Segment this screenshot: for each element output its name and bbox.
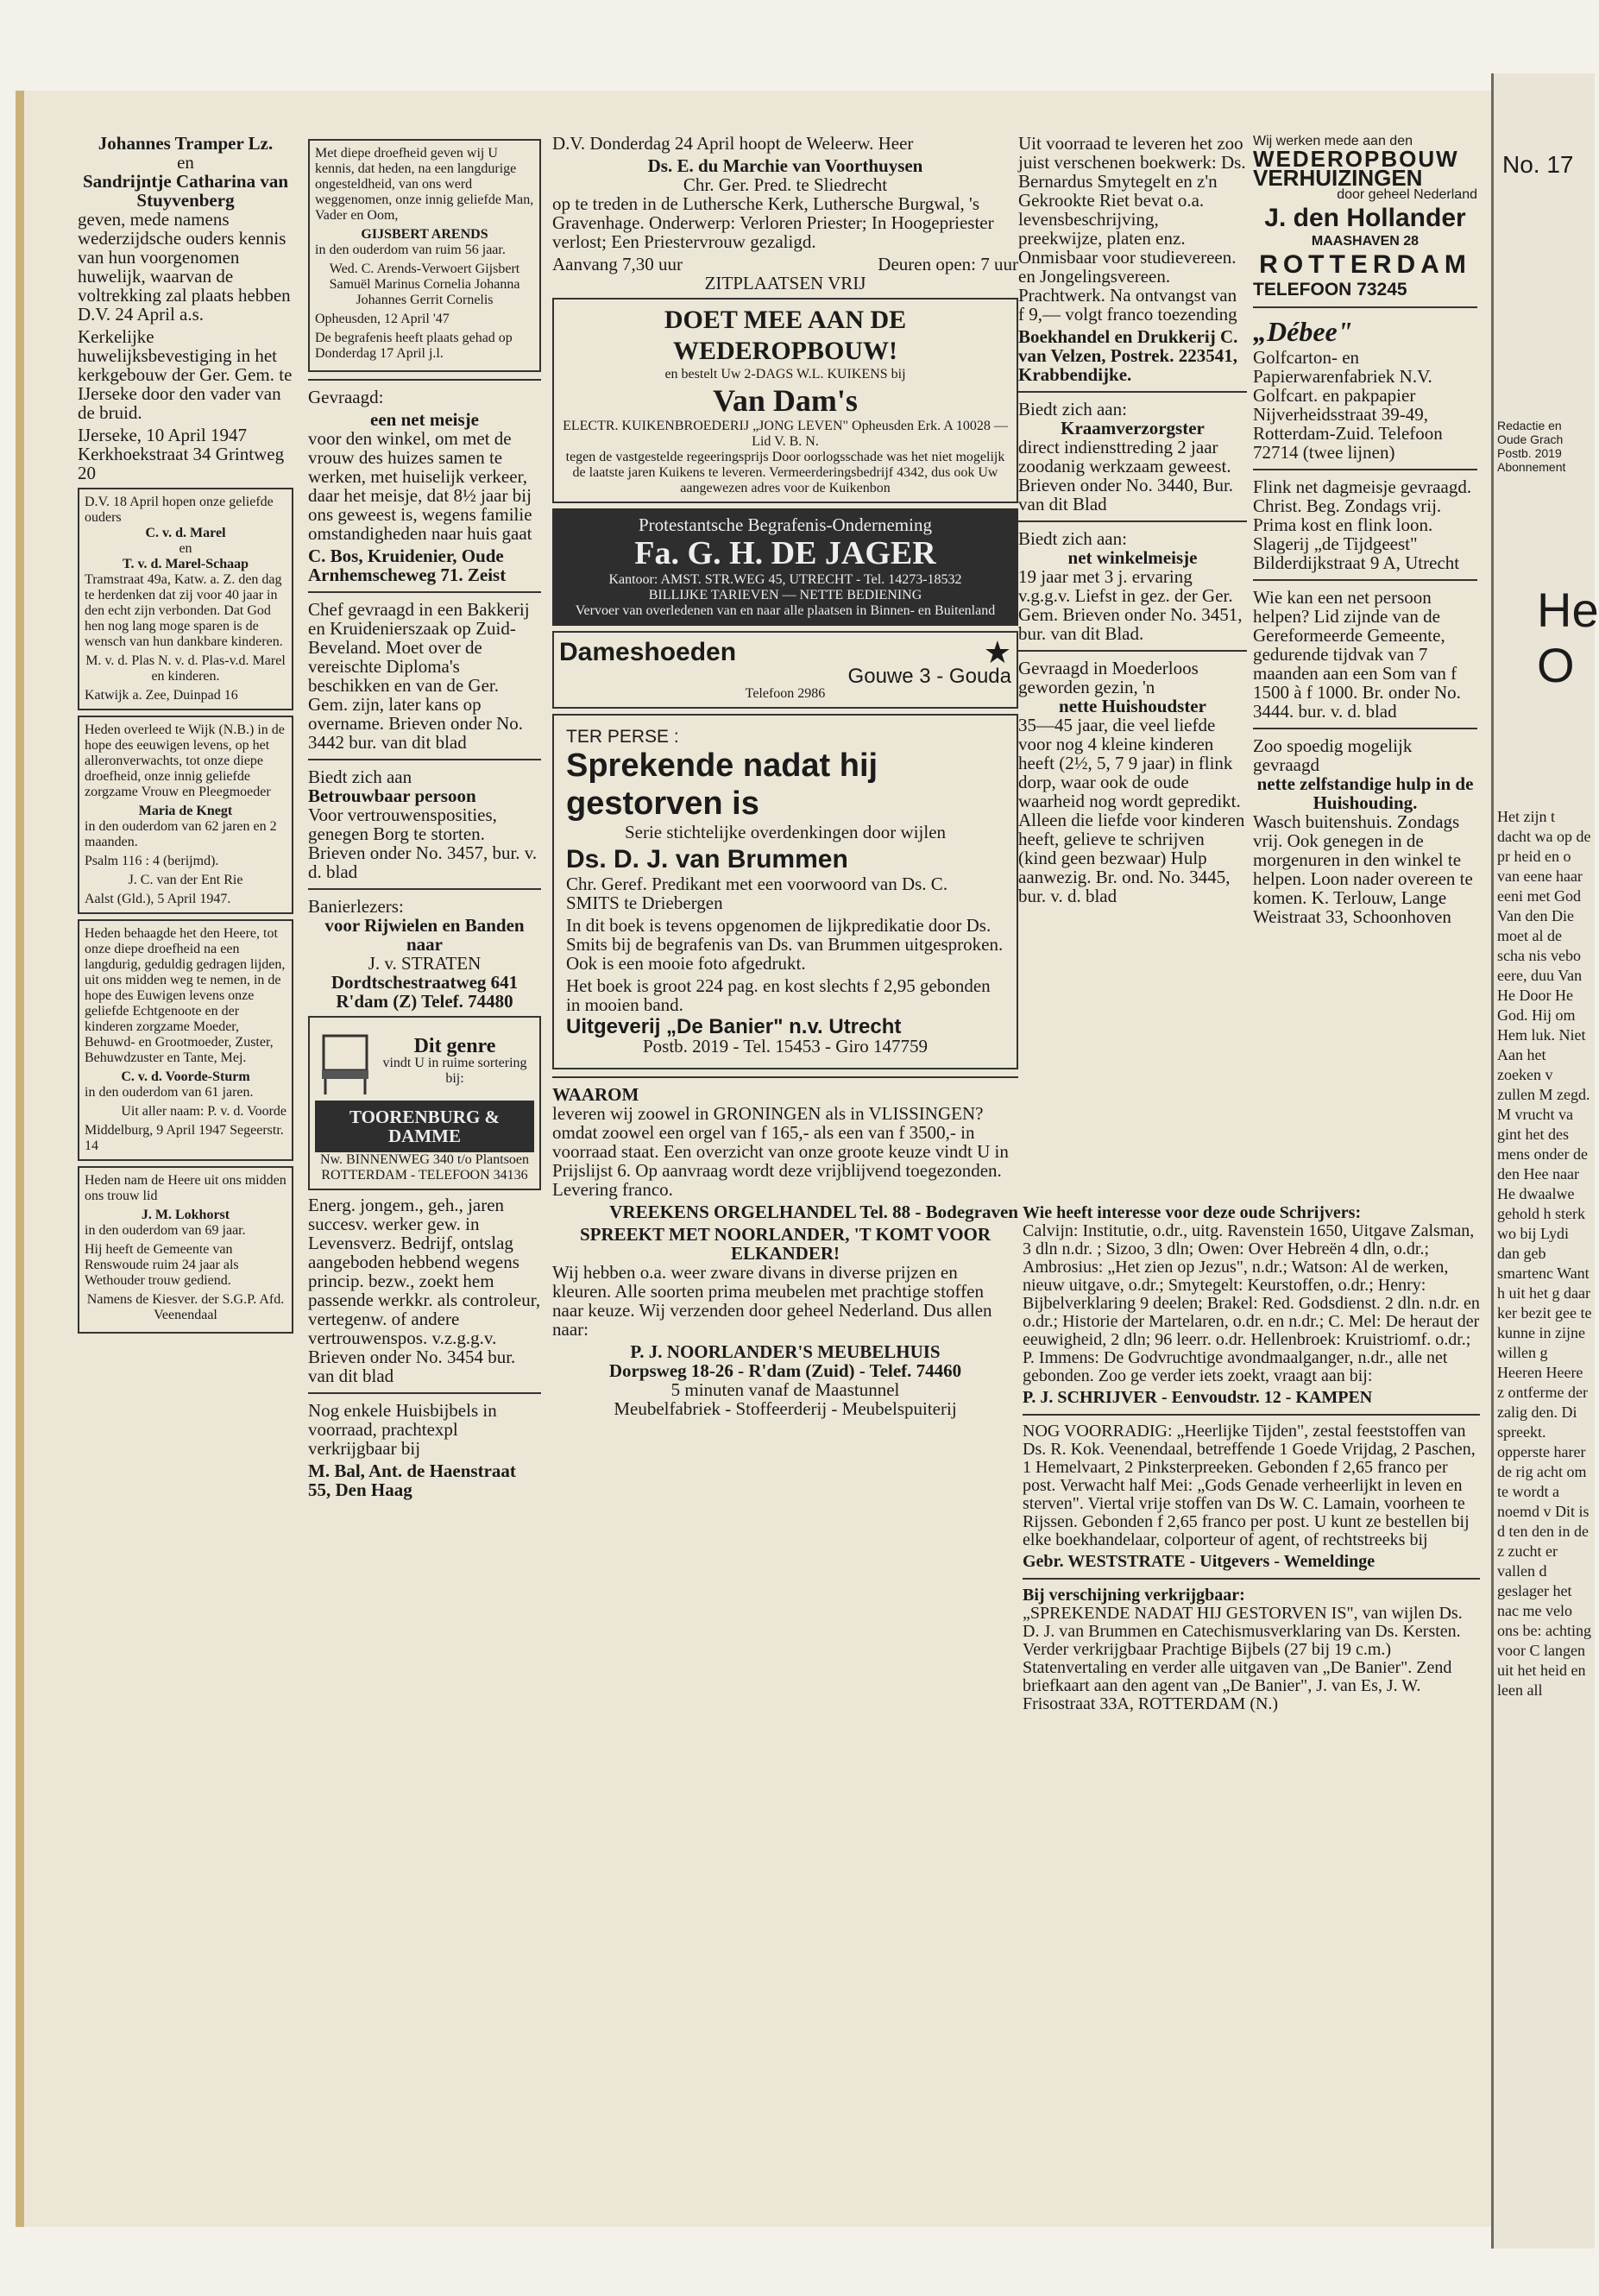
sprekende-title: Sprekende nadat hij gestorven is (566, 747, 878, 822)
bedrijf-title: Betrouwbaar persoon (308, 785, 476, 806)
marel-place: Katwijk a. Zee, Duinpad 16 (85, 688, 238, 703)
aanvang: Aanvang 7,30 uur (552, 254, 683, 274)
knegt-name: Maria de Knegt (138, 804, 233, 818)
divider (1253, 579, 1477, 581)
adjacent-page (1491, 73, 1599, 2249)
divider (1018, 520, 1247, 522)
wij-werken: Wij werken mede aan den (1253, 134, 1413, 148)
verhuizingen: VERHUIZINGEN (1253, 165, 1423, 191)
gevraagd-label: Gevraagd: (308, 387, 384, 407)
divider (1018, 650, 1247, 652)
column-1 (78, 134, 293, 1339)
column-3 (552, 134, 1018, 1418)
toorenburg-addr: Nw. BINNENWEG 340 t/o Plantsoen ROTTERDAM - TELEFOON 34136 (319, 1152, 530, 1183)
hollander: J. den Hollander (1264, 204, 1466, 232)
arends-text: Met diepe droefheid geven wij U kennis, dat heden, na een langdurige ongesteldheid, van ons werd weggenomen, onze innig geliefde Man, Vader en Oom, (315, 146, 534, 223)
tramper-text: geven, mede namens wederzijdsche ouders kennis van hun voorgenomen huwelijk, waarvan de voltrekking zal plaats hebben D.V. 24 April a.s. (78, 209, 291, 325)
wederopbouw: WEDEROPBOUW (1253, 146, 1459, 172)
banier-text: voor Rijwielen en Banden naar (324, 915, 525, 955)
meisje-title: een net meisje (370, 409, 479, 430)
schrijvers-title: Wie heeft interesse voor deze oude Schrijvers: (1023, 1203, 1362, 1222)
star-icon: ★ (983, 635, 1011, 670)
lokhorst-text: Heden nam de Heere uit ons midden ons trouw lid (85, 1173, 286, 1203)
doet-sub: en bestelt Uw 2-DAGS W.L. KUIKENS bij (664, 367, 906, 382)
meisje-text: voor den winkel, om met de vrouw des huizes samen te werken, met huiselijk verkeer, daar het meisje, dat 8½ jaar bij ons geweest is, wegens familie omstandigheden naar huis gaat (308, 428, 532, 544)
electr: ELECTR. KUIKENBROEDERIJ „JONG LEVEN" Opheusden Erk. A 10028 — Lid V. B. N. (563, 419, 1008, 449)
schrijver-sign: P. J. SCHRIJVER - Eenvoudstr. 12 - KAMPEN (1023, 1388, 1373, 1407)
velzen-sign: Boekhandel en Drukkerij C. van Velzen, Postrek. 223541, Krabbendijke. (1018, 326, 1238, 385)
jager-name: Fa. G. H. DE JAGER (634, 535, 936, 571)
waarom-text: leveren wij zoowel in GRONINGEN als in VLISSINGEN? omdat zoowel een orgel van f 165,- als een van f 3500,- in voorraad staat. Een overzicht van onze groote keuze vindt U in Prijslijst 6. Op aanvraag wordt deze vrijblijvend toegezonden. Levering franco. (552, 1103, 1009, 1200)
doet-mee: DOET MEE AAN DE WEDEROPBOUW! (664, 306, 907, 365)
bedrijf-text: Voor vertrouwensposities, genegen Borg te storten. Brieven onder No. 3457, bur. v. d. blad (308, 804, 538, 882)
marel-text: Tramstraat 49a, Katw. a. Z. den dag te herdenken dat zij voor 40 jaar in den echt zijn verbonden. Dat God hen nog lang moge sparen is de wensch van hun dankbare kinderen. (85, 572, 283, 649)
geld: Wie kan een net persoon helpen? Lid zijnde van de Gereformeerde Gemeente, gedurende tijdvak van 7 maanden aan een Som van f 1500 à f 1000. Br. onder No. 3444. bur. v. d. blad (1253, 587, 1461, 722)
sturm-text: Heden behaagde het den Heere, tot onze diepe droefheid na een langdurig, geduldig gedragen lijden, uit ons midden weg te nemen, in de hope des Euwigen levens onze geliefde Echtgenoote en der kinderen zorgzame Moeder, Behuwd- en Grootmoeder, Zuster, Behuwdzuster en Tante, Mej. (85, 926, 286, 1065)
marel-notice (78, 488, 293, 710)
sturm-place: Middelburg, 9 April 1947 Segeerstr. 14 (85, 1123, 284, 1153)
jager-addr: Kantoor: AMST. STR.WEG 45, UTRECHT - Tel. 14273-18532 (608, 572, 962, 587)
weleerw-text: D.V. Donderdag 24 April hoopt de Weleerw. Heer (552, 133, 914, 154)
brummen-text1: Chr. Geref. Predikant met een voorwoord van Ds. C. SMITS te Driebergen (566, 874, 948, 913)
edge-redactie: Redactie en Oude Grach Postb. 2019 Abonnement (1497, 419, 1566, 474)
edge-issue-number: No. 17 (1502, 151, 1574, 178)
van-dams: Van Dam's (713, 383, 858, 418)
meisje-sign: C. Bos, Kruidenier, Oude Arnhemscheweg 71. Zeist (308, 546, 507, 585)
marel-name1: C. v. d. Marel (145, 526, 226, 540)
column-4 (1018, 134, 1247, 909)
lokhorst-notice (78, 1166, 293, 1334)
brummen: Ds. D. J. van Brummen (566, 845, 848, 874)
divider (1018, 391, 1247, 393)
banier-addr: Dordtschestraatweg 641 R'dam (Z) Telef. 74480 (331, 972, 519, 1012)
sturm-age: in den ouderdom van 61 jaren. (85, 1085, 254, 1100)
ds-sub: Chr. Ger. Pred. te Sliedrecht (683, 174, 888, 195)
schrijvers-text: Calvijn: Institutie, o.dr., uitg. Ravenstein 1650, Uitgave Zalsman, 3 dln n.dr. ; Sizoo, 3 dln; Owen: Over Hebreën 4 dln, o.dr.; Ambrosius: „Het zien op Jezus", n.dr.; Watson: Al de werken, nieuw uitgave, o.dr.; Smytegelt: Keurstoffen, o.dr.; Henry: Bijbelverklaring 9 deelen; Brakel: Red. Godsdienst. 2 dln. n.dr. en o.dr.; Historie der Martelaren, o.dr. en n.dr.; C. Mel: De heraut der eeuwigheid, 2 dln; 96 leerr. o.dr. Hellenbroek: Kruistriomf. o.dr.; P. Immens: De Godvruchtige avondmaalganger, n.dr., alle net gebonden. Zoo ge verder iets zoekt, vraagt aan bij: (1023, 1221, 1480, 1385)
jager-prices: BILLIJKE TARIEVEN — NETTE BEDIENING (648, 588, 922, 602)
knegt-text: Heden overleed te Wijk (N.B.) in de hope des eeuwigen levens, op het alleronverwachts, tot onze diepe droefheid, onze innig geliefde zorgzame Vrouw en Pleegmoeder (85, 722, 285, 799)
kraam-text: direct indiensttreding 2 jaar zoodanig werkzaam geweest. Brieven onder No. 3440, Bur. van dit Blad (1018, 437, 1234, 514)
debee: „Débee" (1253, 316, 1353, 347)
lokhorst-name: J. M. Lokhorst (141, 1208, 230, 1222)
divider (552, 1076, 1018, 1078)
waarom: WAAROM (552, 1084, 639, 1105)
zitplaatsen: ZITPLAATSEN VRIJ (704, 273, 866, 293)
divider (308, 888, 541, 890)
divider (308, 759, 541, 760)
van-dams-ad (552, 298, 1018, 503)
spreekt: SPREEKT MET NOORLANDER, 'T KOMT VOOR ELKANDER! (579, 1224, 992, 1264)
huishoudster-text: 35—45 jaar, die veel liefde voor nog 4 kleine kinderen heeft (2½, 5, 7 9 jaar) in flink dorp, waar ook de oude waarheid nog wordt gepredikt. Alleen die liefde voor kinderen heeft, gelieve te schrijven (kind geen bezwaar) Hulp aanwezig. Br. ond. No. 3445, bur. v. d. blad (1018, 715, 1245, 906)
and-text: en (177, 152, 194, 173)
arends-family: Wed. C. Arends-Verwoert Gijsbert Samuël Marinus Cornelia Johanna Johannes Gerrit Cornelis (329, 262, 520, 307)
lokhorst-sign: Namens de Kiesver. der S.G.P. Afd. Veenendaal (86, 1292, 285, 1322)
hulp-text: Wasch buitenshuis. Zondags vrij. Ook genegen in de morgenuren in den winkel te helpen. Loon nader overeen te komen. K. Terlouw, Lange Weistraat 33, Schoonhoven (1253, 811, 1473, 927)
knegt-notice (78, 716, 293, 914)
uitg-addr: Postb. 2019 - Tel. 15453 - Giro 147759 (642, 1036, 929, 1057)
column-5 (1253, 134, 1477, 930)
velzen-text: Uit voorraad te leveren het zoo juist verschenen boekwerk: Ds. Bernardus Smytegelt en z'n Gekrookte Riet bevat o.a. levensbeschrijving, preekwijze, platen enz. Onmisbaar voor studievereen. en Jongelingsvereen. Prachtwerk. Na ontvangst van f 9,— volgt franco toezending (1018, 133, 1246, 325)
lokhorst-age: in den ouderdom van 69 jaar. (85, 1223, 246, 1238)
brummen-text3: Het boek is groot 224 pag. en kost slechts f 2,95 gebonden in mooien band. (566, 975, 991, 1015)
sturm-sign: Uit aller naam: P. v. d. Voorde (121, 1104, 286, 1119)
divider (1253, 469, 1477, 470)
lokhorst-text2: Hij heeft de Gemeente van Renswoude ruim 24 jaar als Wethouder trouw gediend. (85, 1242, 239, 1288)
hulp-intro: Zoo spoedig mogelijk gevraagd (1253, 735, 1413, 775)
sturm-name: C. v. d. Voorde-Sturm (121, 1069, 250, 1084)
gouda-tel: Telefoon 2986 (745, 686, 826, 701)
banier-name: J. v. STRATEN (368, 953, 482, 974)
hulp-title: nette zelfstandige hulp in de Huishouding. (1256, 773, 1474, 813)
divider (308, 1392, 541, 1394)
winkel-text: 19 jaar met 3 j. ervaring v.g.g.v. Liefst in gez. der Ger. Gem. Brieven onder No. 3451, bur. van dit Blad. (1018, 566, 1243, 644)
knegt-sign: J. C. van der Ent Rie (128, 873, 243, 887)
voorradig: NOG VOORRADIG: „Heerlijke Tijden", zestal feeststoffen van Ds. R. Kok. Veenendaal, betreffende 1 Goede Vrijdag, 2 Paschen, 1 Hemelvaart, 2 Pinksterpreeken. Gebonden f 2,65 franco per post. Verwacht half Mei: „Gods Genade verheerlijkt in leven en sterven". Viertal vrije stoffen van Ds W. C. Lamain, voorheen te Rijssen. Gebonden f 2,65 franco per post. U kunt ze bestellen bij elke boekhandelaar, colporteur of agent, of rechtstreeks bij (1023, 1422, 1476, 1549)
verschijning-title: Bij verschijning verkrijgbaar: (1023, 1586, 1245, 1605)
winkel-title: net winkelmeisje (1067, 547, 1198, 568)
ter-perse: TER PERSE : (566, 727, 679, 747)
knegt-place: Aalst (Gld.), 5 April 1947. (85, 892, 231, 906)
energ-text: Energ. jongem., geh., jaren succesv. werker gew. in Levensverz. Bedrijf, ontslag aangeboden hebbend wegens princip. bezw., zoekt hem passende werkkr. als controleur, vertegenw. of andere vertrouwenspos. v.z.g.g.v. Brieven onder No. 3454 bur. van dit blad (308, 1195, 541, 1386)
kraam-title: Kraamverzorgster (1061, 418, 1205, 438)
debee-text: Golfcarton- en Papierwarenfabriek N.V. Golfcart. en pakpapier Nijverheidsstraat 39-49, Rotterdam-Zuid. Telefoon 72714 (twee lijnen) (1253, 347, 1443, 463)
telefoon: TELEFOON 73245 (1253, 280, 1407, 300)
electr-small: tegen de vastgestelde regeeringsprijs Door oorlogsschade was het niet mogelijk de laatste jaren Kuikens te leveren. Vermeerderingsbedrijf 4342, dus ook Uw aangewezen adres voor de Kuikenbon (565, 450, 1005, 495)
huishoudster-title: nette Huishoudster (1059, 696, 1206, 716)
divider (1023, 1578, 1480, 1580)
edge-heading: He O (1537, 583, 1599, 692)
uitgeverij: Uitgeverij „De Banier" n.v. Utrecht (566, 1015, 902, 1038)
divider (1023, 1414, 1480, 1416)
deuren: Deuren open: 7 uur (878, 254, 1018, 274)
brummen-text2: In dit boek is tevens opgenomen de lijkpredikatie door Ds. Smits bij de begrafenis van Ds. van Brummen uitgesproken. Ook is een mooie foto afgedrukt. (566, 915, 1004, 974)
wide-block (1023, 1204, 1480, 1717)
winkel-intro: Biedt zich aan: (1018, 528, 1127, 549)
tramper-place: IJerseke, 10 April 1947 Kerkhoekstraat 34 Grintweg 20 (78, 425, 285, 483)
chef-text: Chef gevraagd in een Bakkerij en Kruidenierszaak op Zuid-Beveland. Moet over de vereischte Diploma's beschikken en van de Ger. Gem. zijn, later kans op overname. Brieven onder No. 3442 bur. van dit blad (308, 599, 530, 753)
column-2 (308, 134, 541, 1503)
kraam-intro: Biedt zich aan: (1018, 399, 1127, 419)
dagmeisje: Flink net dagmeisje gevraagd. Christ. Beg. Zondags vrij. Prima kost en flink loon. Slagerij „de Tijdgeest" Bilderdijkstraat 9 A, Utrecht (1253, 476, 1472, 573)
noorlander-foot: Meubelfabriek - Stoffeerderij - Meubelspuiterij (614, 1398, 957, 1419)
arends-notice (308, 139, 541, 372)
arends-place: Opheusden, 12 April '47 (315, 312, 450, 326)
door-geheel: door geheel Nederland (1337, 187, 1477, 202)
noorlander-addr: Dorpsweg 18-26 - R'dam (Zuid) - Telef. 74460 (608, 1360, 962, 1381)
chair-icon (315, 1027, 375, 1096)
dit-genre-sub: vindt U in ruime sortering bij: (382, 1056, 527, 1086)
toorenburg-ad (308, 1016, 541, 1190)
jager-ad (552, 508, 1018, 626)
vreekens: VREEKENS ORGELHANDEL Tel. 88 - Bodegraven (609, 1202, 1018, 1222)
rotterdam: ROTTERDAM (1259, 250, 1471, 279)
huishoudster-intro: Gevraagd in Moederloos geworden gezin, 'n (1018, 658, 1199, 697)
jager-vervoer: Vervoer van overledenen van en naar alle plaatsen in Binnen- en Buitenland (575, 603, 996, 618)
divider (308, 591, 541, 593)
marel-sign: M. v. d. Plas N. v. d. Plas-v.d. Marel en kinderen. (85, 653, 286, 684)
sturm-notice (78, 919, 293, 1161)
ds-name: Ds. E. du Marchie van Voorthuysen (647, 155, 923, 176)
maashaven: MAASHAVEN 28 (1311, 234, 1420, 249)
weststrate: Gebr. WESTSTRATE - Uitgevers - Wemeldinge (1023, 1552, 1376, 1571)
arends-burial: De begrafenis heeft plaats gehad op Donderdag 17 April j.l. (315, 331, 513, 361)
noorlander-sub: 5 minuten vanaf de Maastunnel (670, 1379, 900, 1400)
divider (1253, 306, 1477, 308)
dameshoeden-ad (552, 631, 1018, 709)
verschijning-text: „SPREKENDE NADAT HIJ GESTORVEN IS", van wijlen Ds. D. J. van Brummen en Catechismusverklaring van Ds. Kersten. Verder verkrijgbaar Prachtige Bijbels (27 bij 19 c.m.) Statenvertaling en verder alle uitgaven van „De Banier". Zend briefkaart aan den agent van „De Banier", J. van Es, J. W. Frisostraat 33A, ROTTERDAM (N.) (1023, 1604, 1463, 1713)
knegt-age: in den ouderdom van 62 jaren en 2 maanden. (85, 819, 277, 849)
bal-text: Nog enkele Huisbijbels in voorraad, prachtexpl verkrijgbaar bij (308, 1400, 497, 1459)
tramper-names: Johannes Tramper Lz. (98, 133, 274, 154)
divider (308, 379, 541, 381)
noorlander-name: P. J. NOORLANDER'S MEUBELHUIS (630, 1341, 941, 1362)
ds-text: op te treden in de Luthersche Kerk, Luthersche Burgwal, 's Gravenhage. Onderwerp: Verloren Priester; In Hoogepriester verlost; Een Priestervrouw gezaligd. (552, 193, 994, 252)
arends-age: in den ouderdom van ruim 56 jaar. (315, 243, 506, 257)
jager-top: Protestantsche Begrafenis-Onderneming (639, 514, 932, 535)
noorlander-text: Wij hebben o.a. weer zware divans in diverse prijzen en kleuren. Alle soorten prima meubelen met prachtige stoffen naar keuze. Wij verzenden door geheel Nederland. Dus allen naar: (552, 1262, 992, 1340)
marel-intro: D.V. 18 April hopen onze geliefde ouders (85, 495, 274, 525)
edge-text: Het zijn t dacht wa op de pr heid en o van eene haar eeni met God Van den Die moet al de scha nis vebo eere, duu Van He Door He God. Hij om Hem luk. Niet Aan het zoeken v zullen M zegd. M vrucht va gint het des mens onder de den Hee naar He dwaalwe gehold h sterk wo bij Lydi dan geb smartenc Want h uit het g daar ker bezit gee te kunne in zijne willen g Heeren Heere z ontferme der zalig den. Di spreekt. opperste harer de rig acht om te wordt a noemd v Dit is d ten den in de z zucht er vallen d geslager het nac me velo ons be: achting voor C langen uit het heid en leen all (1497, 808, 1592, 1699)
sandrijntje-names: Sandrijntje Catharina van Stuyvenberg (82, 171, 289, 211)
banier-intro: Banierlezers: (308, 896, 404, 917)
marel-name2: T. v. d. Marel-Schaap (122, 557, 249, 571)
toorenburg-name: TOORENBURG & DAMME (315, 1101, 534, 1152)
bal-sign: M. Bal, Ant. de Haenstraat 55, Den Haag (308, 1460, 516, 1500)
tramper-text2: Kerkelijke huwelijksbevestiging in het kerkgebouw der Ger. Gem. te IJerseke door den vader van de bruid. (78, 326, 293, 423)
bedrijf-intro: Biedt zich aan (308, 766, 412, 787)
arends-name: GIJSBERT ARENDS (361, 227, 488, 242)
divider (1253, 728, 1477, 729)
brummen-ad (552, 714, 1018, 1069)
knegt-psalm: Psalm 116 : 4 (berijmd). (85, 854, 219, 868)
marel-and: en (179, 541, 192, 556)
dit-genre: Dit genre (413, 1035, 496, 1057)
dameshoeden: Dameshoeden (559, 638, 737, 666)
gouwe: Gouwe 3 - Gouda (847, 665, 1011, 688)
serie: Serie stichtelijke overdenkingen door wijlen (624, 822, 947, 842)
